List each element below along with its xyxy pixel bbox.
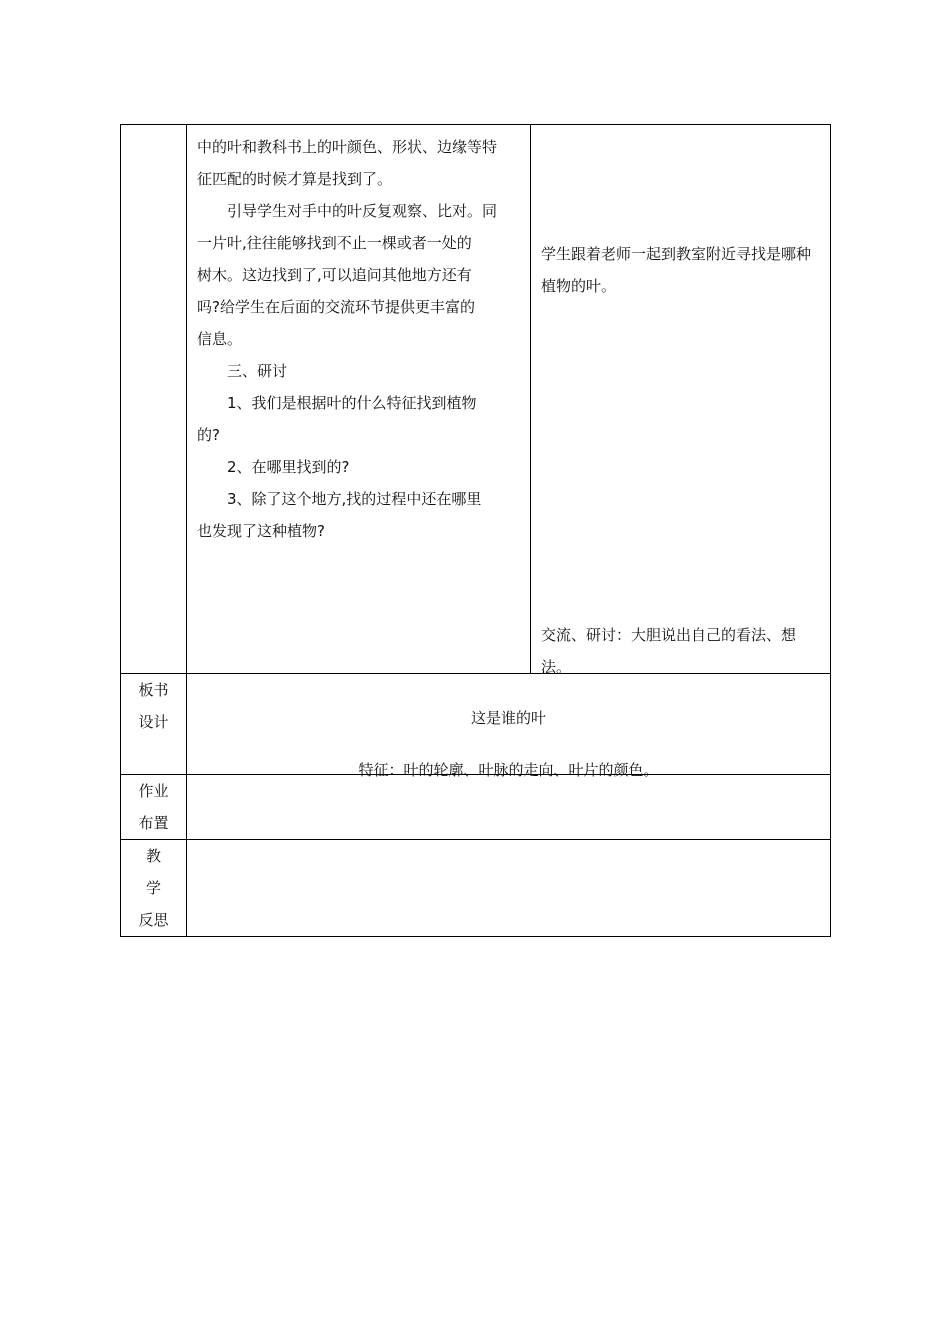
teacher-line: 的? xyxy=(197,426,220,444)
teacher-line: 征匹配的时候才算是找到了。 xyxy=(197,170,393,188)
teacher-line: 一片叶,往往能够找到不止一棵或者一处的 xyxy=(197,234,472,252)
board-title: 这是谁的叶 xyxy=(470,709,546,727)
label-line: 教 xyxy=(145,847,161,865)
board-design-row xyxy=(121,674,831,775)
teacher-line: 中的叶和教科书上的叶颜色、形状、边缘等特 xyxy=(197,138,498,156)
board-features: 特征：叶的轮廓、叶脉的走向、叶片的颜色。 xyxy=(358,761,659,779)
label-line: 设计 xyxy=(138,713,169,731)
student-discussion-text: 交流、研讨：大胆说出自己的看法、想法。 xyxy=(541,626,797,676)
teacher-line: 吗?给学生在后面的交流环节提供更丰富的 xyxy=(197,298,475,316)
label-line: 反思 xyxy=(138,911,169,929)
label-line: 学 xyxy=(145,879,161,897)
teacher-activity-cell xyxy=(187,125,531,674)
board-design-content xyxy=(187,674,831,779)
homework-label xyxy=(121,775,187,840)
reflection-row xyxy=(121,840,831,937)
process-label-cell xyxy=(121,125,187,674)
reflection-label xyxy=(121,840,187,937)
teacher-line: 3、除了这个地方,找的过程中还在哪里 xyxy=(227,490,482,508)
lesson-plan-table xyxy=(120,124,831,937)
teacher-line: 引导学生对手中的叶反复观察、比对。同 xyxy=(227,202,498,220)
teacher-line: 1、我们是根据叶的什么特征找到植物 xyxy=(227,394,477,412)
teacher-line: 树木。这边找到了,可以追问其他地方还有 xyxy=(197,266,472,284)
student-activity-text: 学生跟着老师一起到教室附近寻找是哪种植物的叶。 xyxy=(541,245,812,295)
teacher-line: 也发现了这种植物? xyxy=(197,522,325,540)
board-design-label xyxy=(121,674,187,775)
reflection-content xyxy=(187,840,831,937)
teacher-line: 信息。 xyxy=(197,330,243,348)
process-row xyxy=(121,125,831,674)
section-heading: 三、研讨 xyxy=(227,362,288,380)
teacher-line: 2、在哪里找到的? xyxy=(227,458,350,476)
student-activity-cell xyxy=(531,125,831,674)
label-line: 布置 xyxy=(138,814,169,832)
label-line: 板书 xyxy=(138,681,169,699)
label-line: 作业 xyxy=(138,782,169,800)
